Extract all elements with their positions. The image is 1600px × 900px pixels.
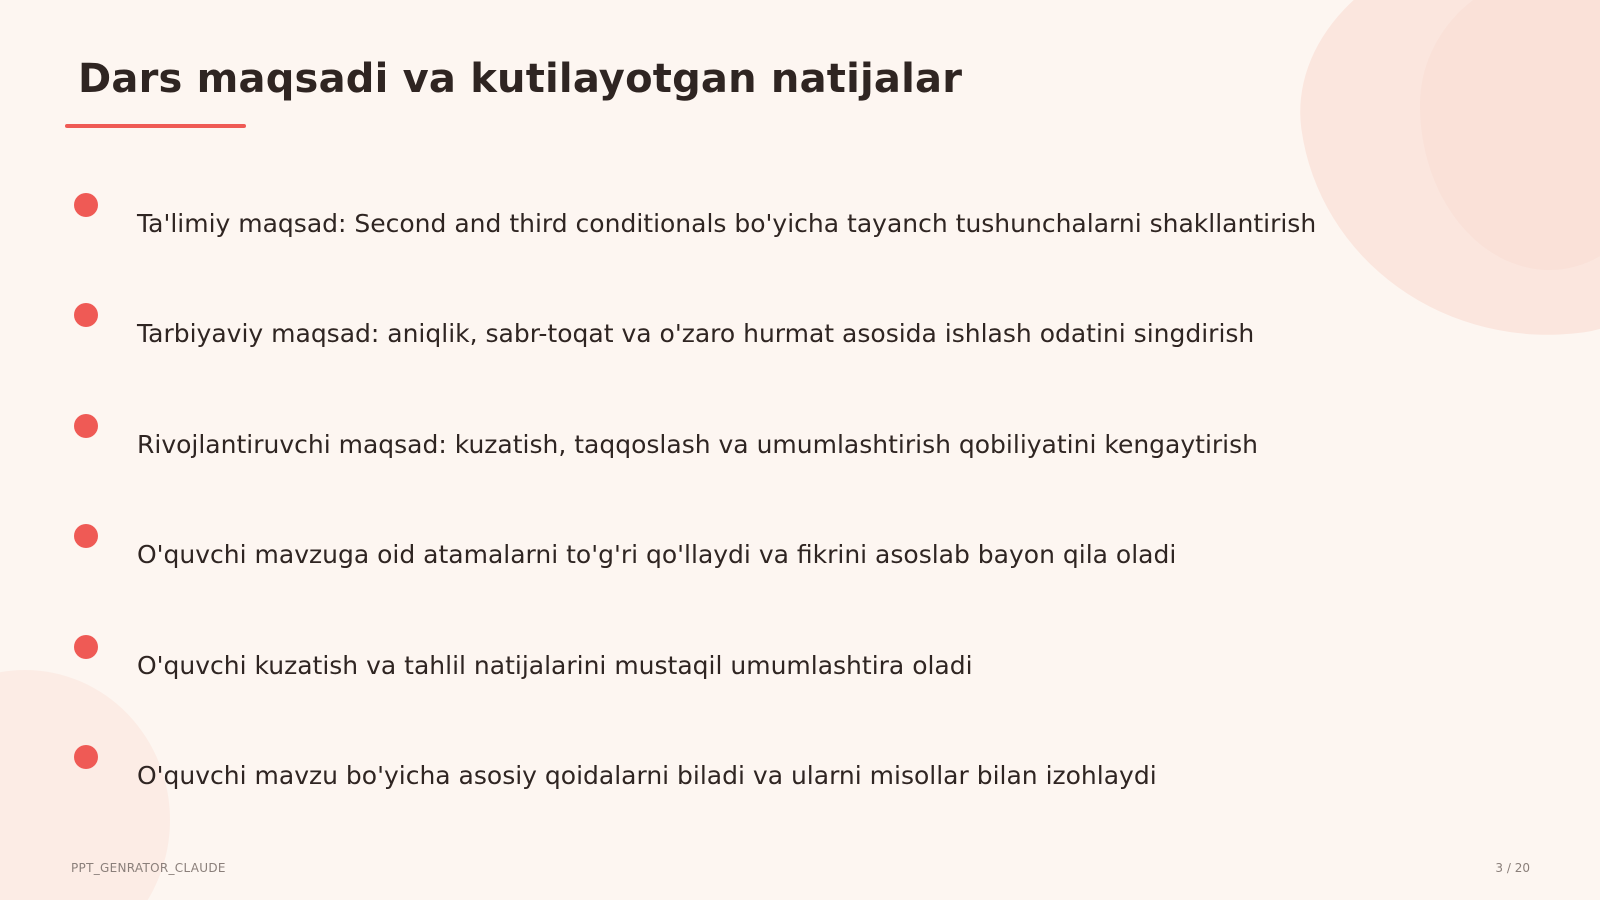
footer-brand: PPT_GENRATOR_CLAUDE: [71, 861, 226, 875]
bullet-item: [0, 193, 1400, 253]
page-number: [1495, 861, 1530, 875]
bullet-text: Ta'limiy maqsad: Second and third conditionals bo'yicha tayanch tushunchalarni shakllantirish: [137, 209, 1317, 238]
bullet-text: Rivojlantiruvchi maqsad: kuzatish, taqqoslash va umumlashtirish qobiliyatini kengaytirish: [137, 430, 1258, 459]
bullet-text: O'quvchi mavzu bo'yicha asosiy qoidalarni biladi va ularni misollar bilan izohlaydi: [137, 761, 1157, 790]
circle-bullet-icon: [74, 303, 98, 327]
title-underline: [65, 124, 246, 128]
slide-title: Dars maqsadi va kutilayotgan natijalar: [78, 56, 963, 102]
bullet-text: O'quvchi kuzatish va tahlil natijalarini mustaqil umumlashtira oladi: [137, 651, 973, 680]
circle-bullet-icon: [74, 414, 98, 438]
page-current: 3: [1495, 861, 1504, 875]
circle-bullet-icon: [74, 524, 98, 548]
bullet-text: Tarbiyaviy maqsad: aniqlik, sabr-toqat va o'zaro hurmat asosida ishlash odatini singdirish: [137, 319, 1255, 348]
circle-bullet-icon: [74, 745, 98, 769]
bullet-item: [0, 745, 1400, 805]
bullet-text: O'quvchi mavzuga oid atamalarni to'g'ri qo'llaydi va fikrini asoslab bayon qila oladi: [137, 540, 1177, 569]
bullet-item: [0, 303, 1400, 363]
circle-bullet-icon: [74, 635, 98, 659]
bullet-item: [0, 414, 1400, 474]
page-separator: /: [1503, 861, 1515, 875]
bullet-item: [0, 635, 1400, 695]
page-total: 20: [1514, 861, 1530, 875]
bullet-item: [0, 524, 1400, 584]
circle-bullet-icon: [74, 193, 98, 217]
